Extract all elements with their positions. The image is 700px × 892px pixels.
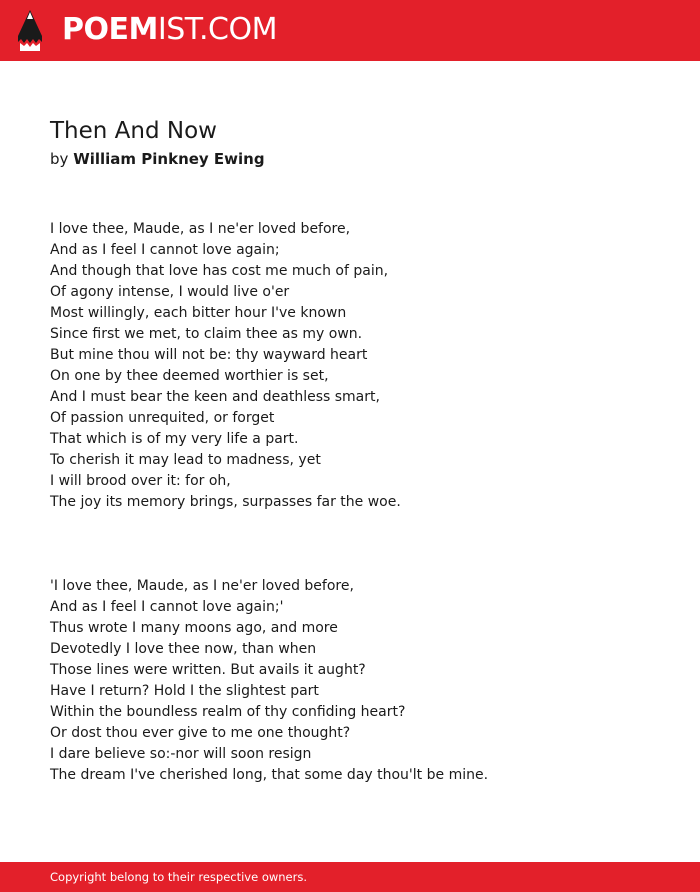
poem-line: On one by thee deemed worthier is set, — [50, 368, 329, 384]
poem-line: The dream I've cherished long, that some day thou'lt be mine. — [50, 767, 489, 783]
poem-stanza-1 — [50, 219, 670, 513]
site-footer — [0, 862, 700, 892]
poem-line: That which is of my very life a part. — [50, 431, 299, 447]
poem-line: Since first we met, to claim thee as my own. — [50, 326, 363, 342]
poem-line: 'I love thee, Maude, as I ne'er loved before, — [50, 578, 354, 594]
poem-line: And though that love has cost me much of pain, — [50, 263, 389, 279]
poem-line: Or dost thou ever give to me one thought? — [50, 725, 351, 741]
poem-line: Those lines were written. But avails it aught? — [50, 662, 366, 678]
poem-line: Most willingly, each bitter hour I've known — [50, 305, 347, 321]
poem-line: Of passion unrequited, or forget — [50, 410, 275, 426]
logo-bold-part: POEM — [62, 12, 158, 47]
by-label: by — [50, 150, 69, 168]
poem-line: And as I feel I cannot love again;' — [50, 599, 284, 615]
poem-line: And I must bear the keen and deathless smart, — [50, 389, 380, 405]
poem-title: Then And Now — [50, 118, 217, 144]
pencil-tip-icon[interactable] — [18, 10, 42, 51]
poem-line: And as I feel I cannot love again; — [50, 242, 280, 258]
poem-line: To cherish it may lead to madness, yet — [50, 452, 321, 468]
poem-line: Within the boundless realm of thy confiding heart? — [50, 704, 406, 720]
copyright-notice: Copyright belong to their respective owners. — [50, 870, 308, 884]
logo-light-part: IST.COM — [157, 12, 277, 47]
poem-line: Thus wrote I many moons ago, and more — [50, 620, 338, 636]
poem-line: But mine thou will not be: thy wayward heart — [50, 347, 368, 363]
site-logo[interactable] — [62, 12, 277, 48]
poem-line: Devotedly I love thee now, than when — [50, 641, 317, 657]
poem-line: The joy its memory brings, surpasses far the woe. — [50, 494, 401, 510]
poem-line: I dare believe so:-nor will soon resign — [50, 746, 312, 762]
author-name: William Pinkney Ewing — [73, 150, 265, 168]
poem-stanza-2 — [50, 576, 670, 786]
site-header — [0, 0, 700, 61]
poem-line: Of agony intense, I would live o'er — [50, 284, 290, 300]
poem-line: I will brood over it: for oh, — [50, 473, 231, 489]
poem-line: I love thee, Maude, as I ne'er loved before, — [50, 221, 351, 237]
poem-byline — [50, 148, 265, 170]
poem-line: Have I return? Hold I the slightest part — [50, 683, 319, 699]
